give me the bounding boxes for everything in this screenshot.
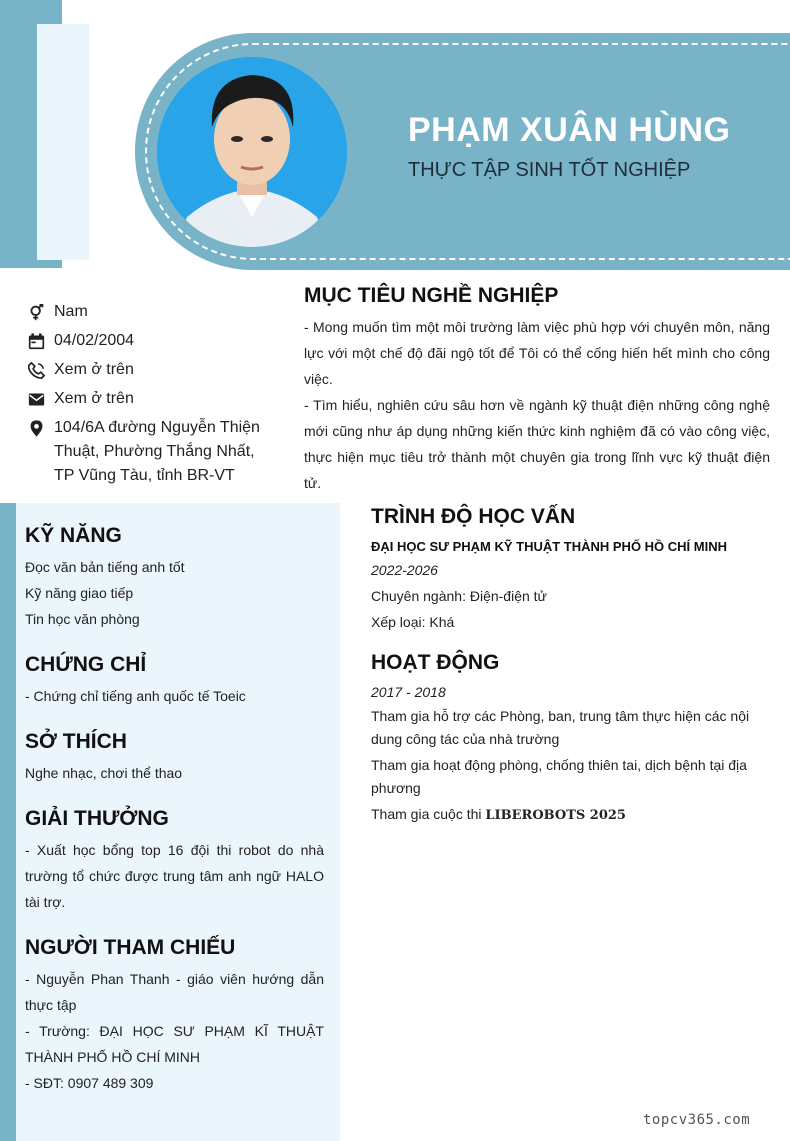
location-pin-icon (28, 416, 54, 440)
gender-icon (28, 300, 54, 324)
footer-watermark: topcv365.com (643, 1112, 751, 1128)
left-column (25, 523, 324, 1116)
certificates-section (25, 652, 324, 709)
skills-heading: KỸ NĂNG (25, 524, 122, 547)
references-heading: NGƯỜI THAM CHIẾU (25, 936, 236, 959)
address-value (54, 416, 260, 488)
email-value: Xem ở trên (54, 390, 134, 407)
education-rank: Xếp loại: Khá (371, 614, 455, 630)
award-text: - Xuất học bổng top 16 đội thi robot do nhà trường tổ chức được trung tâm anh ngữ HALO tài trợ. (25, 842, 324, 910)
gender-value: Nam (54, 303, 88, 320)
activities-years: 2017 - 2018 (371, 684, 446, 700)
candidate-title: THỰC TẬP SINH TỐT NGHIỆP (408, 159, 691, 181)
hobby-item: Nghe nhạc, chơi thể thao (25, 765, 183, 781)
dob-value: 04/02/2004 (54, 332, 135, 349)
activity-item: Tham gia hoạt động phòng, chống thiên tai, dịch bệnh tại địa phương (371, 757, 747, 796)
education-section (371, 505, 771, 635)
awards-section (25, 806, 324, 915)
certificates-heading: CHỨNG CHỈ (25, 653, 147, 676)
contact-address (28, 416, 278, 488)
contact-email (28, 387, 278, 411)
reference-item: - Nguyễn Phan Thanh - giáo viên hướng dẫn thực tập (25, 971, 324, 1013)
address-line-1: 104/6A đường Nguyễn Thiện (54, 419, 260, 436)
left-accent-bar (0, 503, 16, 1141)
reference-item: - SĐT: 0907 489 309 (25, 1075, 154, 1091)
header-inner-stripe (37, 24, 89, 260)
profile-photo (157, 57, 347, 247)
hobbies-section (25, 729, 324, 786)
activity-contest (371, 803, 771, 827)
activities-section (371, 651, 771, 827)
education-school: ĐẠI HỌC SƯ PHẠM KỸ THUẬT THÀNH PHỐ HỒ CHÍ MINH (371, 539, 728, 554)
skill-item: Tin học văn phòng (25, 611, 140, 627)
address-line-3: TP Vũng Tàu, tỉnh BR-VT (54, 467, 235, 484)
contact-info (28, 300, 278, 493)
contact-dob (28, 329, 278, 353)
envelope-icon (28, 387, 54, 411)
certificate-item: - Chứng chỉ tiếng anh quốc tế Toeic (25, 688, 246, 704)
activities-heading: HOẠT ĐỘNG (371, 651, 500, 674)
objective-paragraph-1: - Mong muốn tìm một môi trường làm việc phù hợp với chuyên môn, năng lực với một chế độ đãi ngộ tốt để Tôi có thể cống hiến hết mình cho công việc. (304, 319, 770, 387)
candidate-name: PHẠM XUÂN HÙNG (408, 111, 731, 149)
objective-paragraph-2: - Tìm hiểu, nghiên cứu sâu hơn về ngành kỹ thuật điện những công nghệ mới cũng như áp dụng những kiến thức kinh nghiệm đã có vào công việc, thực hiện mục tiêu trở thành một chuyên gia trong lĩnh vực kỹ thuật điện tử. (304, 397, 770, 491)
address-line-2: Thuật, Phường Thắng Nhất, (54, 443, 255, 460)
education-heading: TRÌNH ĐỘ HỌC VẤN (371, 505, 576, 528)
skills-section (25, 523, 324, 632)
references-section (25, 935, 324, 1096)
hobbies-heading: SỞ THÍCH (25, 730, 127, 753)
contest-name: LIBEROBOTS 2025 (485, 808, 626, 823)
objective-heading: MỤC TIÊU NGHỀ NGHIỆP (304, 284, 559, 307)
activity-item: Tham gia hỗ trợ các Phòng, ban, trung tâm thực hiện các nội dung công tác của nhà trường (371, 708, 750, 747)
skill-item: Đọc văn bản tiếng anh tốt (25, 559, 185, 575)
education-years: 2022-2026 (371, 562, 438, 578)
phone-icon (28, 358, 54, 382)
contact-gender (28, 300, 278, 324)
education-major: Chuyên ngành: Điện-điện tử (371, 588, 547, 604)
right-column (371, 505, 771, 843)
phone-value: Xem ở trên (54, 361, 134, 378)
calendar-icon (28, 329, 54, 353)
awards-heading: GIẢI THƯỞNG (25, 807, 169, 830)
skill-item: Kỹ năng giao tiếp (25, 585, 134, 601)
contest-prefix: Tham gia cuộc thi (371, 806, 486, 822)
contact-phone (28, 358, 278, 382)
reference-item: - Trường: ĐẠI HỌC SƯ PHẠM KĨ THUẬT THÀNH PHỐ HỒ CHÍ MINH (25, 1023, 324, 1065)
career-objective-section (304, 284, 770, 496)
